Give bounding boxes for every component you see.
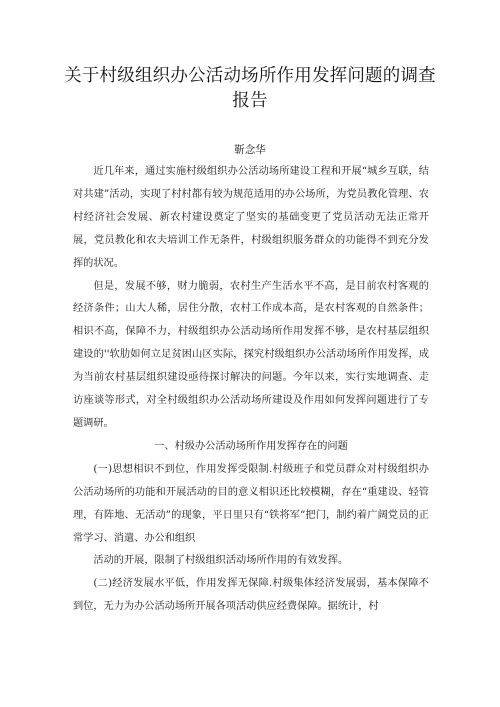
document-body	[73, 161, 429, 619]
document-title: 关于村级组织办公活动场所作用发挥问题的调查报告	[64, 66, 436, 111]
body-paragraph: (一)思想相识不到位，作用发挥受限制.村级班子和党员群众对村级组织办公活动场所的功能和开展活动的目的意义相识还比较模糊，存在“重建设、轻管理，有阵地、无活动”的现象，平日里只有“铁将军”把门，制约着广阔党员的正常学习、消遣、办公和组织	[73, 463, 429, 544]
body-paragraph: 活动的开展，限制了村级组织活动场所作用的有效发挥。	[93, 555, 349, 567]
author-name: 靳念华	[234, 144, 266, 156]
body-paragraph: 但是，发展不够，财力脆弱，农村生产生活水平不高，是目前农村客观的经济条件；山大人稀，居住分散，农村工作成本高，是农村客观的自然条件；相识不高，保障不力，村级组织办公活动场所作用发挥不够，是农村基层组织建设的''软肋如何立足贫困山区实际，探究村级组织办公活动场所作用发挥，成为当前农村基层组织建设亟待探讨解决的问题。今年以来，实行实地调查、走访座谈等形式，对全村级组织办公活动场所建设及作用如何发挥问题进行了专题调研。	[73, 280, 429, 429]
section-heading: 一、村级办公活动场所作用发挥存在的问题	[154, 440, 348, 452]
body-paragraph: (二)经济发展水平低，作用发挥无保障.村级集体经济发展弱，基本保障不到位，无力为办公活动场所开展各项活动供应经费保障。据统计，村	[73, 578, 429, 613]
body-paragraph: 近几年来，通过实施村级组织办公活动场所建设工程和开展“城乡互联，结对共建”活动，实现了村村都有较为规范适用的办公场所，为党员教化管理、农村经济社会发展、新农村建设奠定了坚实的基础变更了党员活动无法正常开展，党员教化和农夫培训工作无条件，村级组织服务群众的功能得不到充分发挥的状况。	[73, 166, 429, 269]
